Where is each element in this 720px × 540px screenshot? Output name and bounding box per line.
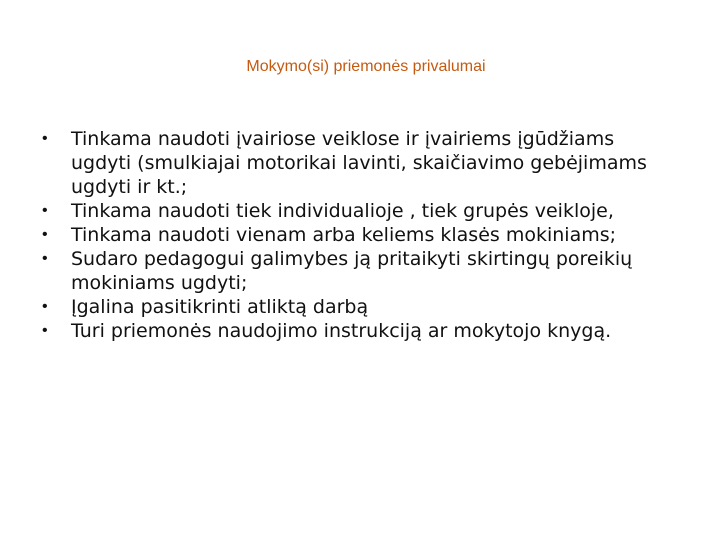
list-item <box>42 223 662 247</box>
bullet-text: Tinkama naudoti vienam arba keliems klasės mokiniams; <box>71 224 617 246</box>
bullet-icon: • <box>42 322 48 339</box>
bullet-list <box>42 127 662 343</box>
bullet-text: Tinkama naudoti įvairiose veiklose ir įvairiems įgūdžiams ugdyti (smulkiajai motorikai lavinti, skaičiavimo gebėjimams ugdyti ir kt.; <box>71 128 647 198</box>
bullet-icon: • <box>42 202 48 219</box>
bullet-icon: • <box>42 298 48 315</box>
list-item <box>42 247 662 295</box>
bullet-icon: • <box>42 250 48 267</box>
list-item <box>42 319 662 343</box>
bullet-text: Sudaro pedagogui galimybes ją pritaikyti skirtingų poreikių mokiniams ugdyti; <box>71 248 633 294</box>
bullet-icon: • <box>42 226 48 243</box>
bullet-text: Turi priemonės naudojimo instrukciją ar mokytojo knygą. <box>71 320 612 342</box>
slide-title: Mokymo(si) priemonės privalumai <box>246 58 486 75</box>
bullet-icon: • <box>42 130 48 147</box>
list-item <box>42 199 662 223</box>
bullet-text: Tinkama naudoti tiek individualioje , tiek grupės veikloje, <box>71 200 614 222</box>
bullet-text: Įgalina pasitikrinti atliktą darbą <box>71 296 369 318</box>
list-item <box>42 127 662 199</box>
list-item <box>42 295 662 319</box>
